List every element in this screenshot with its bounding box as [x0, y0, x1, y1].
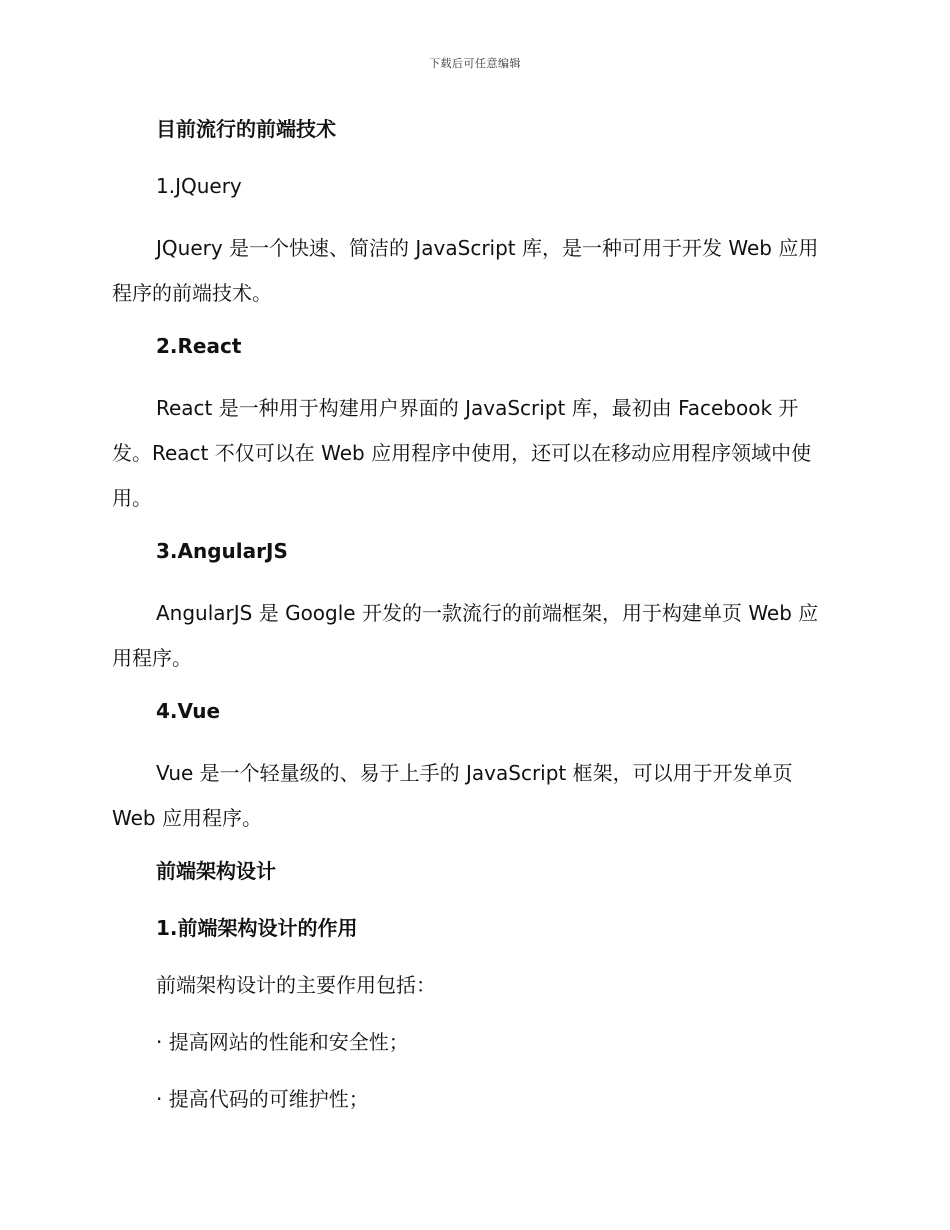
paragraph-role-intro: 前端架构设计的主要作用包括： [156, 973, 436, 997]
bullet-item: · 提高代码的可维护性； [156, 1087, 369, 1111]
header-note: 下载后可任意编辑 [429, 57, 521, 70]
heading-angularjs: 3.AngularJS [156, 539, 288, 563]
section-title-popular-tech: 目前流行的前端技术 [156, 117, 336, 141]
bullet-item: · 提高网站的性能和安全性； [156, 1030, 409, 1054]
heading-jquery: 1.JQuery [156, 174, 242, 198]
paragraph-react: React 是一种用于构建用户界面的 JavaScript 库，最初由 Facebook 开发。React 不仅可以在 Web 应用程序中使用，还可以在移动应用程序领域中使用。 [112, 396, 812, 510]
paragraph-jquery: JQuery 是一个快速、简洁的 JavaScript 库，是一种可用于开发 Web 应用程序的前端技术。 [112, 236, 819, 305]
heading-vue: 4.Vue [156, 699, 221, 723]
heading-react: 2.React [156, 334, 242, 358]
paragraph-vue: Vue 是一个轻量级的、易于上手的 JavaScript 框架，可以用于开发单页 Web 应用程序。 [112, 761, 793, 830]
document-body [112, 112, 832, 1139]
paragraph-angularjs: AngularJS 是 Google 开发的一款流行的前端框架，用于构建单页 Web 应用程序。 [112, 601, 819, 670]
section-title-frontend-architecture: 前端架构设计 [156, 859, 276, 883]
heading-architecture-role: 1.前端架构设计的作用 [156, 916, 358, 940]
